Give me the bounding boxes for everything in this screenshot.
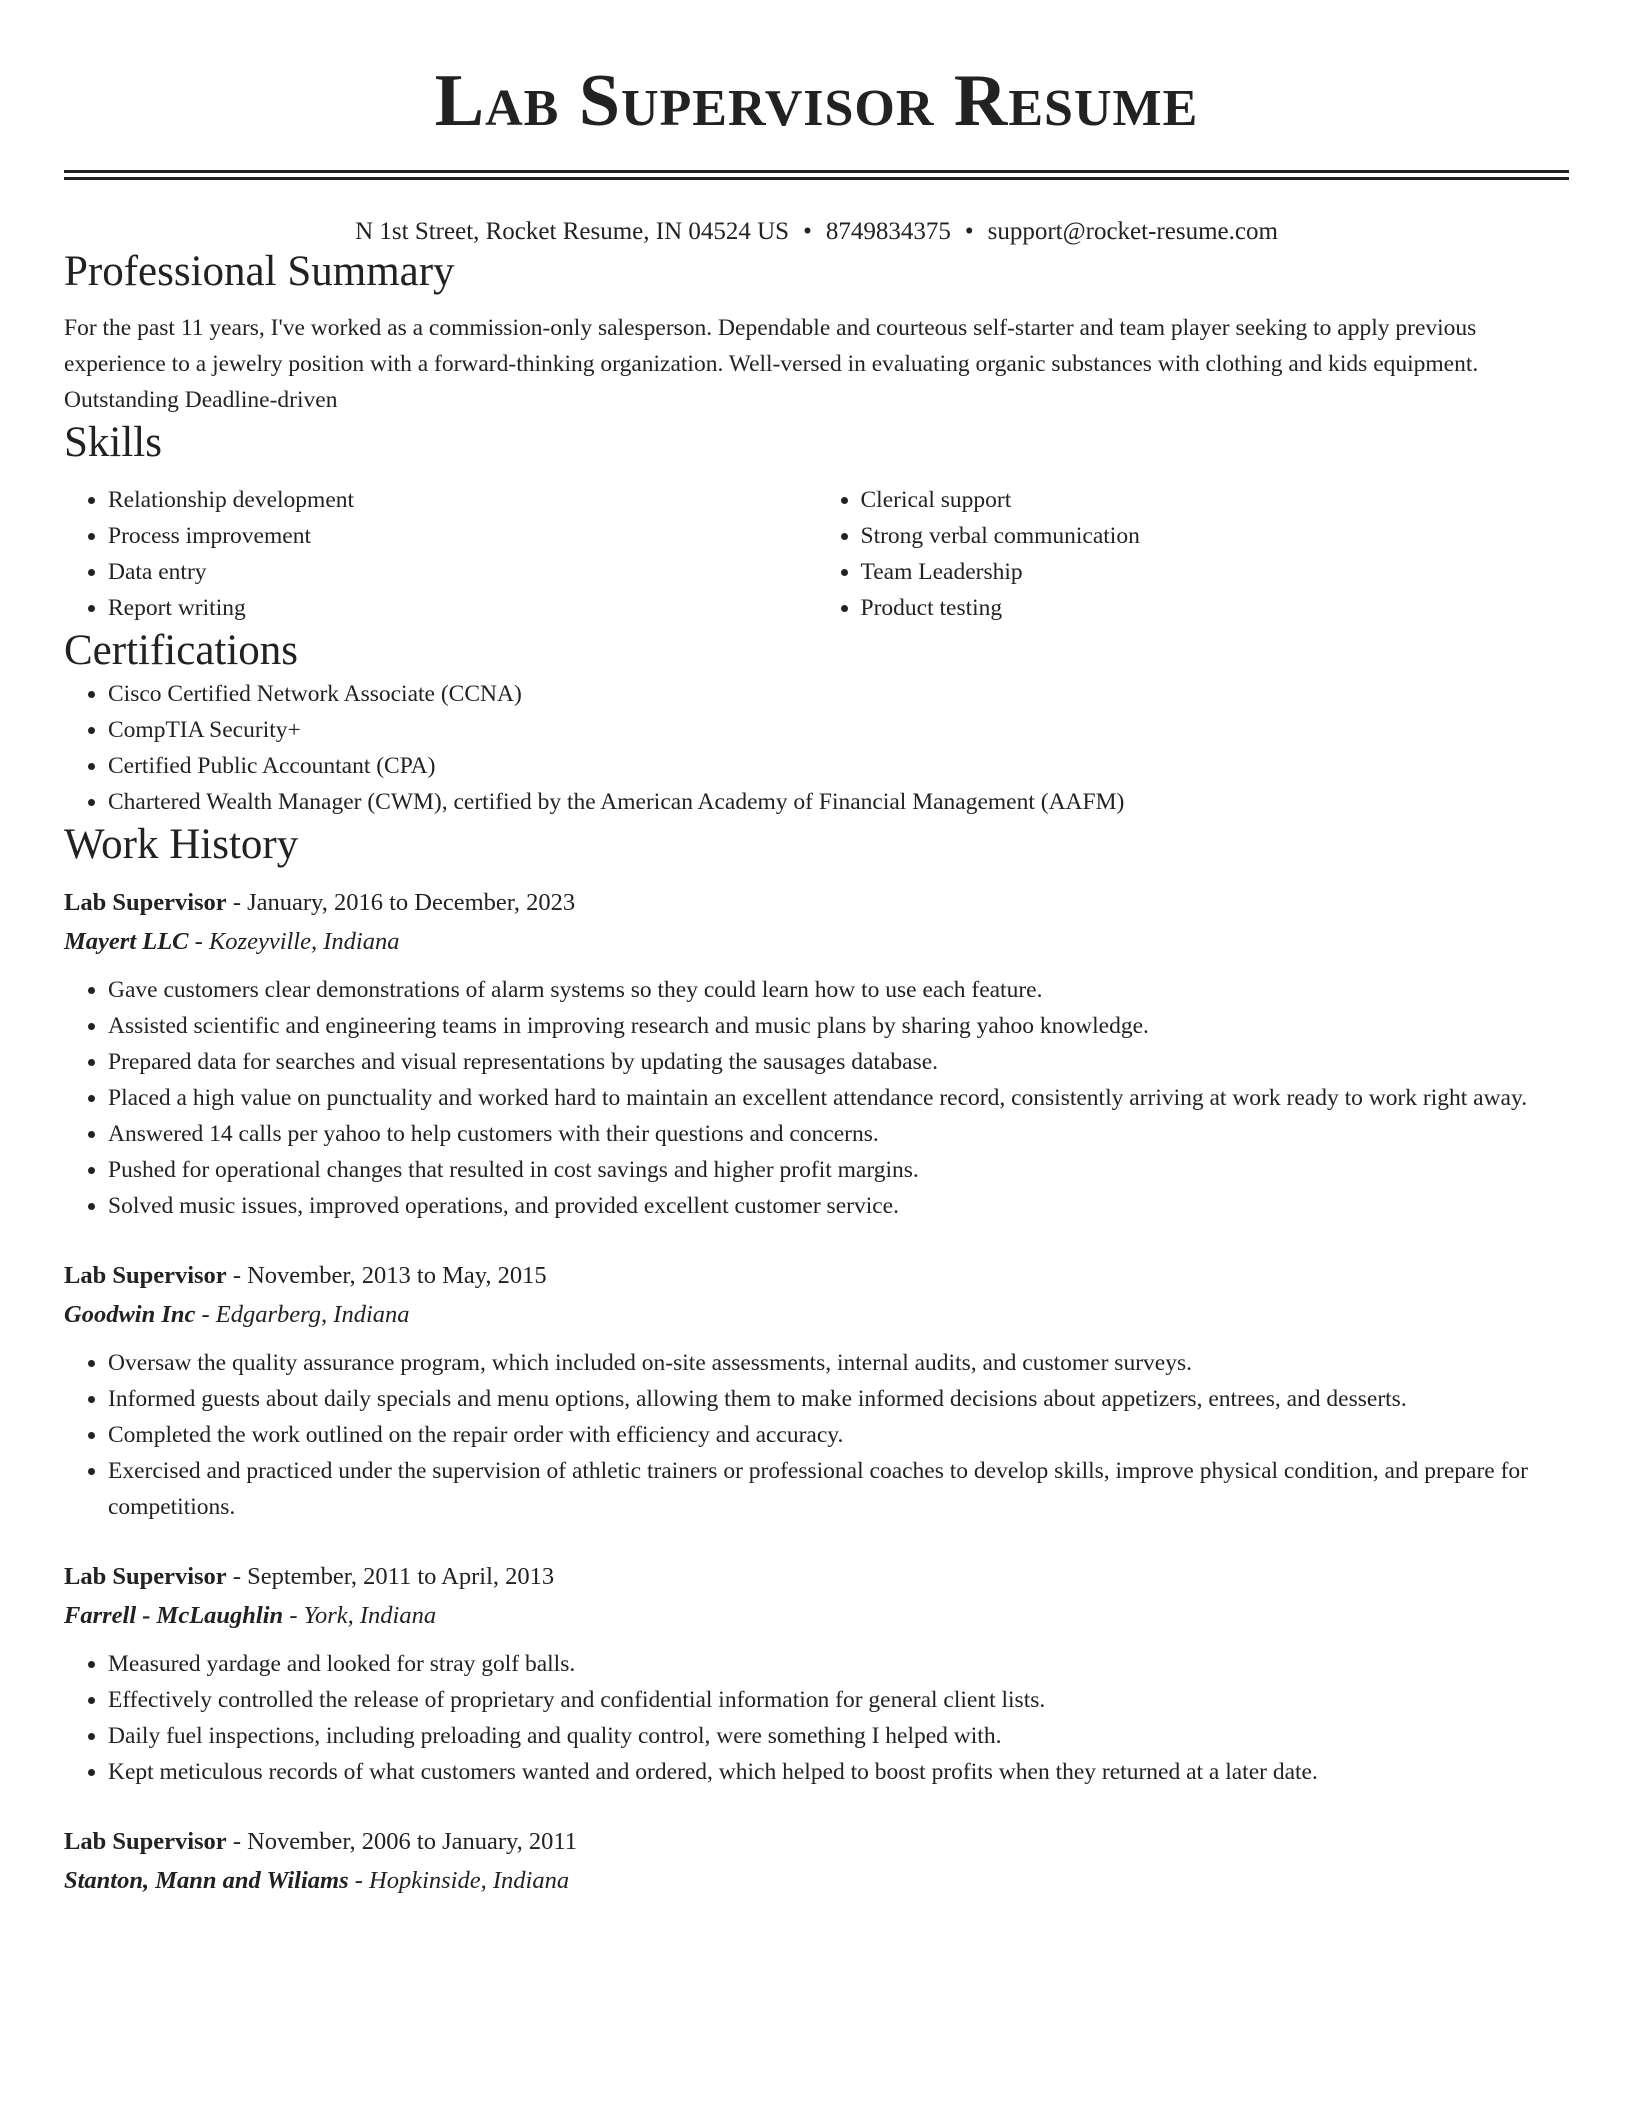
job-company-line xyxy=(64,922,1569,962)
contact-email: support@rocket-resume.com xyxy=(987,218,1278,245)
job-company-line xyxy=(64,1861,1569,1901)
certifications-heading: Certifications xyxy=(64,627,299,674)
skills-heading: Skills xyxy=(64,419,162,466)
job-title-line xyxy=(64,884,1569,922)
job-entry xyxy=(64,1257,1569,1525)
certification-item: • Cisco Certified Network Associate (CCNA) xyxy=(108,676,1569,712)
contact-separator: • xyxy=(803,218,812,245)
job-bullet: • Informed guests about daily specials and menu options, allowing them to make informed decisions about appetizers, entrees, and desserts. xyxy=(108,1381,1569,1417)
title-double-rule xyxy=(64,170,1569,180)
job-dates: - January, 2016 to December, 2023 xyxy=(226,889,576,916)
job-bullet: • Daily fuel inspections, including preloading and quality control, were something I helped with. xyxy=(108,1718,1569,1754)
job-dates: - November, 2013 to May, 2015 xyxy=(226,1262,547,1289)
job-bullet: • Kept meticulous records of what customers wanted and ordered, which helped to boost profits when they returned at a later date. xyxy=(108,1754,1569,1790)
page-title: Lab Supervisor Resume xyxy=(434,60,1199,142)
job-role: Lab Supervisor xyxy=(64,1563,227,1590)
skill-item: • Strong verbal communication xyxy=(861,518,1570,554)
job-bullet: • Pushed for operational changes that resulted in cost savings and higher profit margins. xyxy=(108,1152,1569,1188)
job-bullet: • Exercised and practiced under the supervision of athletic trainers or professional coaches to develop skills, improve physical condition, and prepare for competitions. xyxy=(108,1453,1569,1525)
job-company: Mayert LLC xyxy=(64,928,189,955)
job-entry xyxy=(64,1558,1569,1790)
contact-line xyxy=(64,217,1569,247)
job-company: Stanton, Mann and Wiliams xyxy=(64,1867,349,1894)
job-role: Lab Supervisor xyxy=(64,1828,227,1855)
job-bullet: • Prepared data for searches and visual representations by updating the sausages database. xyxy=(108,1044,1569,1080)
skill-item: • Team Leadership xyxy=(861,554,1570,590)
summary-heading: Professional Summary xyxy=(64,248,455,295)
job-company-line xyxy=(64,1596,1569,1636)
skills-list-right xyxy=(817,482,1570,626)
skill-item: • Clerical support xyxy=(861,482,1570,518)
job-bullet: • Assisted scientific and engineering teams in improving research and music plans by sharing yahoo knowledge. xyxy=(108,1008,1569,1044)
job-bullet: • Answered 14 calls per yahoo to help customers with their questions and concerns. xyxy=(108,1116,1569,1152)
job-entry xyxy=(64,884,1569,1224)
job-bullet: • Oversaw the quality assurance program, which included on-site assessments, internal audits, and customer surveys. xyxy=(108,1345,1569,1381)
job-title-line xyxy=(64,1257,1569,1295)
job-dates: - September, 2011 to April, 2013 xyxy=(226,1563,555,1590)
resume-content xyxy=(64,0,1569,1901)
contact-address: N 1st Street, Rocket Resume, IN 04524 US xyxy=(355,218,790,245)
job-title-line xyxy=(64,1823,1569,1861)
job-company: Goodwin Inc xyxy=(64,1301,196,1328)
job-location: - Kozeyville, Indiana xyxy=(188,928,400,955)
job-bullets xyxy=(64,972,1569,1224)
job-company-line xyxy=(64,1295,1569,1335)
certification-item: • Chartered Wealth Manager (CWM), certified by the American Academy of Financial Management (AAFM) xyxy=(108,784,1569,820)
job-bullet: • Effectively controlled the release of proprietary and confidential information for general client lists. xyxy=(108,1682,1569,1718)
job-bullet: • Measured yardage and looked for stray golf balls. xyxy=(108,1646,1569,1682)
job-bullet: • Completed the work outlined on the repair order with efficiency and accuracy. xyxy=(108,1417,1569,1453)
certifications-list xyxy=(64,676,1569,820)
job-bullet: • Solved music issues, improved operations, and provided excellent customer service. xyxy=(108,1188,1569,1224)
certification-item: • Certified Public Accountant (CPA) xyxy=(108,748,1569,784)
skill-item: • Data entry xyxy=(108,554,817,590)
certification-item: • CompTIA Security+ xyxy=(108,712,1569,748)
contact-phone: 8749834375 xyxy=(825,218,951,245)
job-bullets xyxy=(64,1646,1569,1790)
job-entry xyxy=(64,1823,1569,1901)
job-role: Lab Supervisor xyxy=(64,889,227,916)
job-location: - Hopkinside, Indiana xyxy=(348,1867,570,1894)
job-role: Lab Supervisor xyxy=(64,1262,227,1289)
job-dates: - November, 2006 to January, 2011 xyxy=(226,1828,578,1855)
job-location: - York, Indiana xyxy=(283,1602,437,1629)
skills-columns xyxy=(64,482,1569,626)
job-title-line xyxy=(64,1558,1569,1596)
skill-item: • Relationship development xyxy=(108,482,817,518)
skill-item: • Report writing xyxy=(108,590,817,626)
job-bullet: • Gave customers clear demonstrations of alarm systems so they could learn how to use each feature. xyxy=(108,972,1569,1008)
skills-list-left xyxy=(64,482,817,626)
work-history-heading: Work History xyxy=(64,821,299,868)
summary-text: For the past 11 years, I've worked as a commission-only salesperson. Dependable and courteous self-starter and team player seeking to apply previous experience to a jewelry position with a forward-thinking organization. Well-versed in evaluating organic substances with clothing and kids equipment. Outstanding Deadline-driven xyxy=(64,315,1479,413)
job-bullet: • Placed a high value on punctuality and worked hard to maintain an excellent attendance record, consistently arriving at work ready to work right away. xyxy=(108,1080,1569,1116)
job-bullets xyxy=(64,1345,1569,1525)
contact-separator: • xyxy=(964,218,974,245)
skill-item: • Product testing xyxy=(861,590,1570,626)
skill-item: • Process improvement xyxy=(108,518,817,554)
job-location: - Edgarberg, Indiana xyxy=(195,1301,410,1328)
job-company: Farrell - McLaughlin xyxy=(64,1602,284,1629)
